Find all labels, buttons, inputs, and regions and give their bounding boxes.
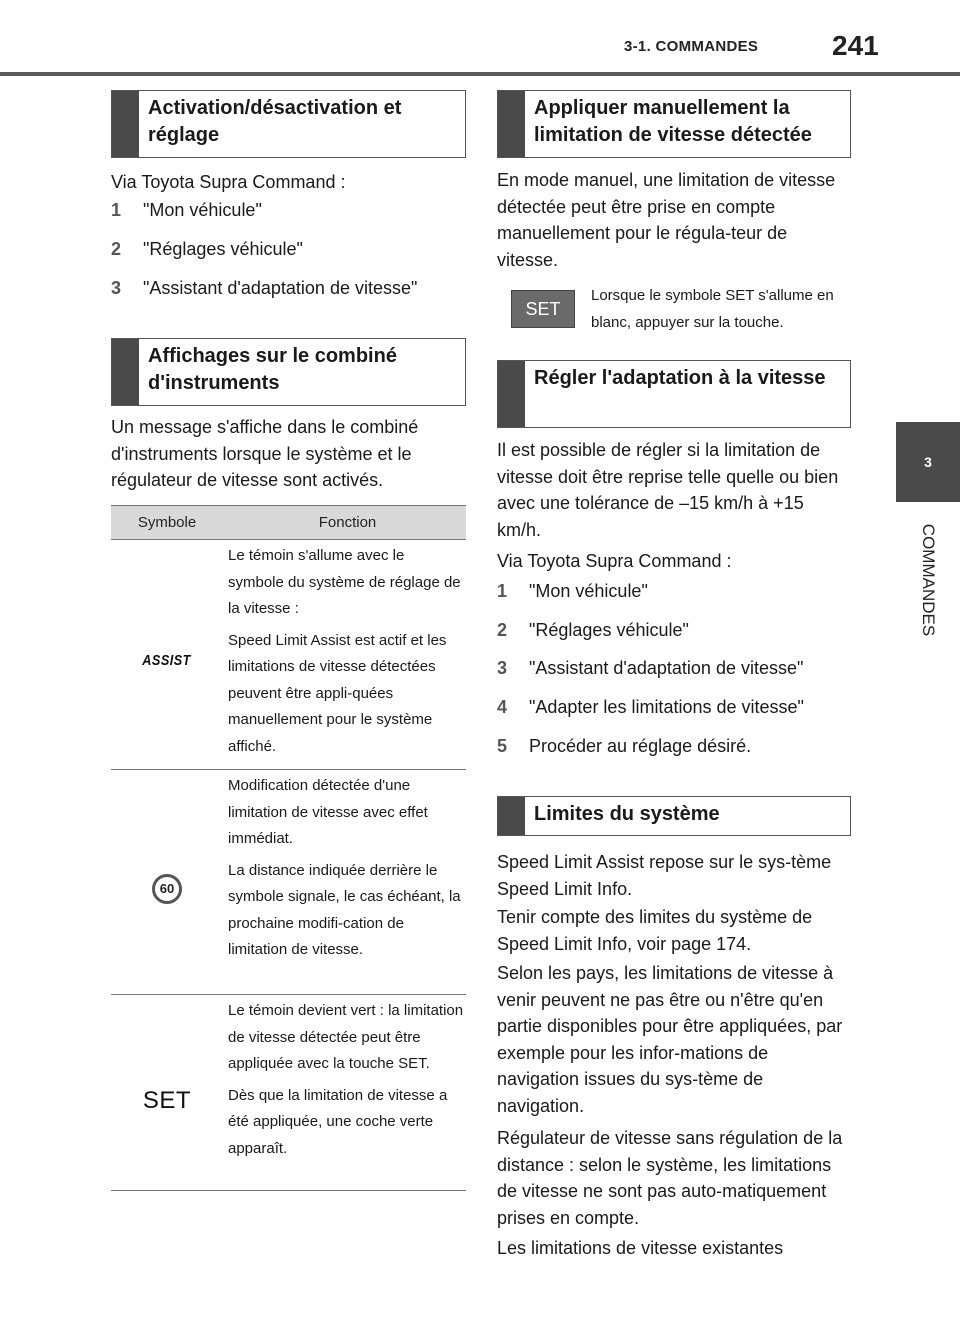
table-cell-function [228,543,464,760]
table-cell-symbol [111,874,223,904]
heading-adjust [497,360,851,428]
limits-paragraph-2: Tenir compte des limites du système de Speed Limit Info, voir page 174. [497,907,813,954]
chapter-label-text: COMMANDES [919,523,938,637]
step-number: 4 [497,697,508,717]
adjust-step-5 [497,734,851,760]
adjust-step-2 [497,618,851,644]
header-divider [0,72,960,76]
step-number: 3 [111,278,122,298]
heading-manual [497,90,851,158]
step-number: 2 [497,620,508,640]
heading-bar [498,91,525,157]
activation-step-2 [111,237,466,263]
step-label: Procéder au réglage désiré. [529,736,752,756]
heading-bar [498,797,525,835]
step-label: "Réglages véhicule" [143,239,303,259]
function-paragraph: Modification détectée d'une limitation de vitesse avec effet immédiat. [228,777,428,847]
heading-bar [112,339,139,405]
adjust-intro: Via Toyota Supra Command : [497,551,732,571]
adjust-step-4 [497,695,851,721]
function-paragraph: Le témoin devient vert : la limitation de vitesse détectée peut être appliquée avec la touche SET. [228,1002,464,1072]
step-label: "Mon véhicule" [143,200,262,220]
heading-bar [112,91,139,157]
step-label: "Réglages véhicule" [529,620,689,640]
heading-adjust-text: Régler l'adaptation à la vitesse [534,367,826,389]
step-number: 5 [497,736,508,756]
heading-manual-text: Appliquer manuellement la limitation de vitesse détectée [534,97,812,146]
heading-displays [111,338,466,406]
heading-activation [111,90,466,158]
adjust-body: Il est possible de régler si la limitation de vitesse doit être reprise telle quelle ou bien avec une tolérance de –15 km/h à +15 km/h. [497,440,839,540]
table-cell-symbol [111,1087,223,1115]
step-number: 1 [497,581,508,601]
limits-paragraph-1: Speed Limit Assist repose sur le sys-tème Speed Limit Info. [497,852,832,899]
step-label: "Adapter les limitations de vitesse" [529,697,804,717]
column-header-function: Fonction [318,514,377,531]
function-paragraph: La distance indiquée derrière le symbole signale, le cas échéant, la prochaine modifi-cation de limitation de vitesse. [228,861,461,958]
step-number: 2 [111,239,122,259]
heading-displays-text: Affichages sur le combiné d'instruments [148,345,397,394]
chapter-tab: 3 [896,422,960,502]
step-label: "Mon véhicule" [529,581,648,601]
set-note: Lorsque le symbole SET s'allume en blanc, appuyer sur la touche. [591,287,834,331]
set-button-icon: SET [511,290,575,328]
limits-paragraph-5: Les limitations de vitesse existantes [497,1238,784,1258]
step-number: 1 [111,200,122,220]
heading-limits-text: Limites du système [534,803,720,825]
heading-activation-text: Activation/désactivation et réglage [148,97,402,146]
heading-bar [498,361,525,427]
set-symbol-icon: SET [142,1087,192,1114]
step-label: "Assistant d'adaptation de vitesse" [529,658,804,678]
step-label: "Assistant d'adaptation de vitesse" [143,278,418,298]
activation-step-3 [111,276,466,302]
assist-symbol-icon: ASSIST [142,652,192,669]
function-paragraph: Dès que la limitation de vitesse a été appliquée, une coche verte apparaît. [228,1086,448,1157]
step-number: 3 [497,658,508,678]
page-number: 241 [832,30,879,61]
function-paragraph: Speed Limit Assist est actif et les limitations de vitesse détectées peuvent être appli-quées manuellement pour le système affiché. [228,631,447,755]
function-paragraph: Le témoin s'allume avec le symbole du système de réglage de la vitesse : [228,547,461,617]
table-cell-function [228,998,464,1162]
table-row [111,540,466,770]
activation-intro: Via Toyota Supra Command : [111,172,346,192]
section-title: 3-1. COMMANDES [624,38,759,55]
heading-limits [497,796,851,836]
table-row [111,770,466,995]
table-cell-function [228,773,464,964]
table-header [111,505,466,540]
limits-paragraph-4: Régulateur de vitesse sans régulation de la distance : selon le système, les limitations de vitesse ne sont pas auto-matiquement prises en compte. [497,1128,843,1228]
chapter-label [900,510,956,650]
adjust-step-1 [497,579,851,605]
displays-body: Un message s'affiche dans le combiné d'instruments lorsque le système et le régulateur de vitesse sont activés. [111,417,419,490]
table-cell-symbol [111,652,223,670]
limits-paragraph-3: Selon les pays, les limitations de vitesse à venir peuvent ne pas être ou n'être qu'en partie disponibles pour être appliquées, par exemple pour les infor-mations de navigation issues du sys-tème de navigation. [497,963,843,1116]
manual-body: En mode manuel, une limitation de vitesse détectée peut être prise en compte manuellement pour le régula-teur de vitesse. [497,170,836,270]
speed-limit-60-icon: 60 [152,874,182,904]
column-header-symbol: Symbole [137,514,197,531]
table-row [111,995,466,1191]
activation-step-1 [111,198,466,224]
adjust-step-3 [497,656,851,682]
